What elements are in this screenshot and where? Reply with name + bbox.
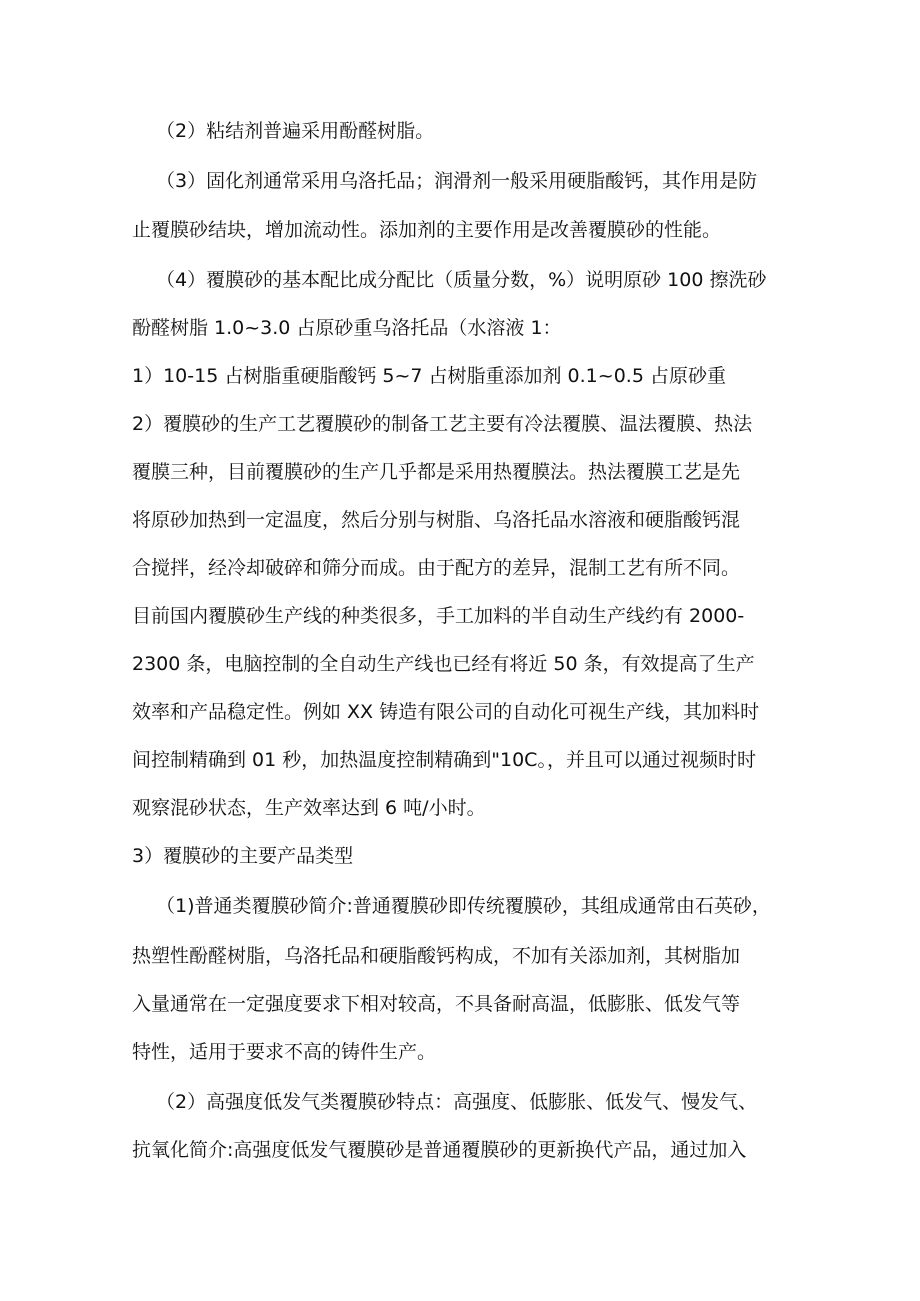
text-line: 将原砂加热到一定温度，然后分别与树脂、乌洛托品水溶液和硬脂酸钙混 — [132, 509, 741, 531]
text-line: 2300 条，电脑控制的全自动生产线也已经有将近 50 条，有效提高了生产 — [132, 653, 755, 675]
text-line: 1）10-15 占树脂重硬脂酸钙 5~7 占树脂重添加剂 0.1~0.5 占原砂重 — [132, 365, 726, 387]
text-line: （2）粘结剂普遍采用酚醛树脂。 — [156, 120, 435, 142]
text-line: 入量通常在一定强度要求下相对较高，不具备耐高温，低膨胀、低发气等 — [132, 993, 741, 1015]
text-line: 覆膜三种，目前覆膜砂的生产几乎都是采用热覆膜法。热法覆膜工艺是先 — [132, 461, 741, 483]
text-line: （2）高强度低发气类覆膜砂特点：高强度、低膨胀、低发气、慢发气、 — [156, 1091, 758, 1113]
text-line: 观察混砂状态，生产效率达到 6 吨/小时。 — [132, 797, 486, 819]
text-line: 合搅拌，经冷却破碎和筛分而成。由于配方的差异，混制工艺有所不同。 — [132, 557, 741, 579]
text-line: 2）覆膜砂的生产工艺覆膜砂的制备工艺主要有冷法覆膜、温法覆膜、热法 — [132, 413, 753, 435]
text-line: 间控制精确到 01 秒，加热温度控制精确到"10C。，并且可以通过视频时时 — [132, 749, 756, 771]
text-line: 酚醛树脂 1.0~3.0 占原砂重乌洛托品（水溶液 1： — [132, 317, 562, 339]
text-line: 特性，适用于要求不高的铸件生产。 — [132, 1041, 437, 1063]
text-line: 抗氧化简介:高强度低发气覆膜砂是普通覆膜砂的更新换代产品，通过加入 — [132, 1139, 747, 1161]
text-line: 热塑性酚醛树脂，乌洛托品和硬脂酸钙构成，不加有关添加剂，其树脂加 — [132, 945, 741, 967]
text-line: 目前国内覆膜砂生产线的种类很多，手工加料的半自动生产线约有 2000- — [132, 605, 745, 627]
section-heading: 3）覆膜砂的主要产品类型 — [132, 845, 354, 867]
text-line: （4）覆膜砂的基本配比成分配比（质量分数，%）说明原砂 100 擦洗砂 — [156, 269, 767, 291]
text-line: （3）固化剂通常采用乌洛托品；润滑剂一般采用硬脂酸钙，其作用是防 — [156, 170, 758, 192]
text-line: （1)普通类覆膜砂简介:普通覆膜砂即传统覆膜砂，其组成通常由石英砂， — [156, 895, 771, 917]
text-line: 效率和产品稳定性。例如 XX 铸造有限公司的自动化可视生产线，其加料时 — [132, 701, 760, 723]
text-line: 止覆膜砂结块，增加流动性。添加剂的主要作用是改善覆膜砂的性能。 — [132, 219, 722, 241]
